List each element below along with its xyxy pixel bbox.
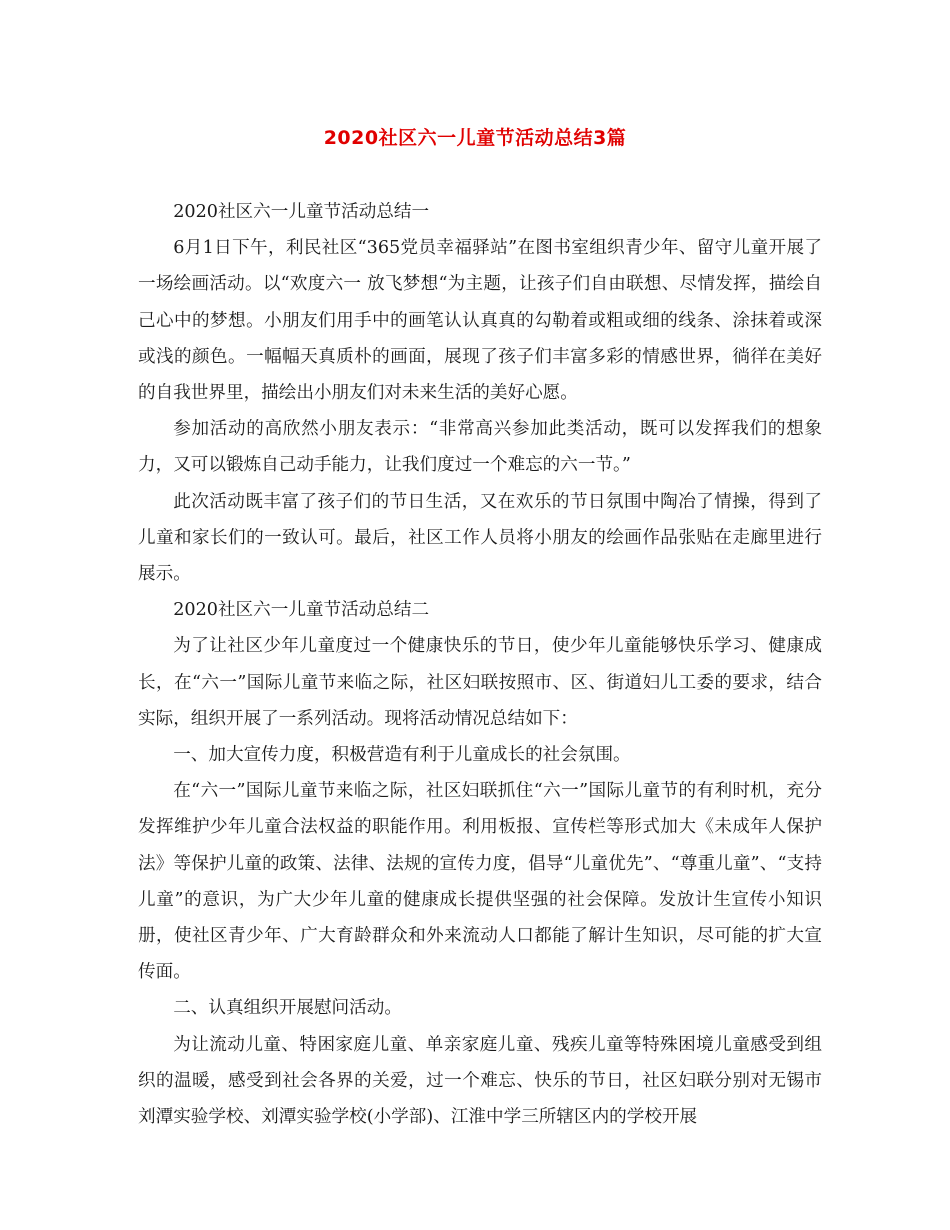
subheading: 二、认真组织开展慰问活动。 [173, 998, 402, 1019]
paragraph: 在“六一”国际儿童节来临之际，社区妇联抓住“六一”国际儿童节的有利时机，充分发挥维护少年儿童合法权益的职能作用。利用板报、宣传栏等形式加大《未成年人保护法》等保护儿童的政策、法律、法规的宣传力度，倡导“儿童优先”、“尊重儿童”、“支持儿童”的意识，为广大少年儿童的健康成长提供坚强的社会保障。发放计生宣传小知识册，使社区青少年、广大育龄群众和外来流动人口都能了解计生知识，尽可能的扩大宣传面。 [138, 781, 822, 983]
paragraph: 此次活动既丰富了孩子们的节日生活，又在欢乐的节日氛围中陶冶了情操，得到了儿童和家长们的一致认可。最后，社区工作人员将小朋友的绘画作品张贴在走廊里进行展示。 [138, 491, 822, 585]
section-heading-2: 2020社区六一儿童节活动总结二 [173, 600, 430, 621]
section-heading-1: 2020社区六一儿童节活动总结一 [173, 202, 430, 222]
paragraph: 为了让社区少年儿童度过一个健康快乐的节日，使少年儿童能够快乐学习、健康成长，在“六一”国际儿童节来临之际，社区妇联按照市、区、街道妇儿工委的要求，结合实际，组织开展了一系列活动。现将活动情况总结如下： [138, 636, 822, 729]
document-title: 2020社区六一儿童节活动总结3篇 [323, 127, 627, 149]
paragraph: 参加活动的高欣然小朋友表示：“非常高兴参加此类活动，既可以发挥我们的想象力，又可以锻炼自己动手能力，让我们度过一个难忘的六一节。” [138, 419, 822, 476]
paragraph: 6月1日下午，利民社区“365党员幸福驿站”在图书室组织青少年、留守儿童开展了一场绘画活动。以“欢度六一 放飞梦想“为主题，让孩子们自由联想、尽情发挥，描绘自己心中的梦想。小朋友们用手中的画笔认认真真的勾勒着或粗或细的线条、涂抹着或深或浅的颜色。一幅幅天真质朴的画面，展现了孩子们丰富多彩的情感世界，徜徉在美好的自我世界里，描绘出小朋友们对未来生活的美好心愿。 [138, 238, 822, 404]
subheading: 一、加大宣传力度，积极营造有利于儿童成长的社会氛围。 [173, 745, 631, 766]
document-body [138, 194, 822, 1135]
paragraph: 为让流动儿童、特困家庭儿童、单亲家庭儿童、残疾儿童等特殊困境儿童感受到组织的温暖，感受到社会各界的关爱，过一个难忘、快乐的节日，社区妇联分别对无锡市刘潭实验学校、刘潭实验学校(小学部)、江淮中学三所辖区内的学校开展 [138, 1034, 822, 1128]
